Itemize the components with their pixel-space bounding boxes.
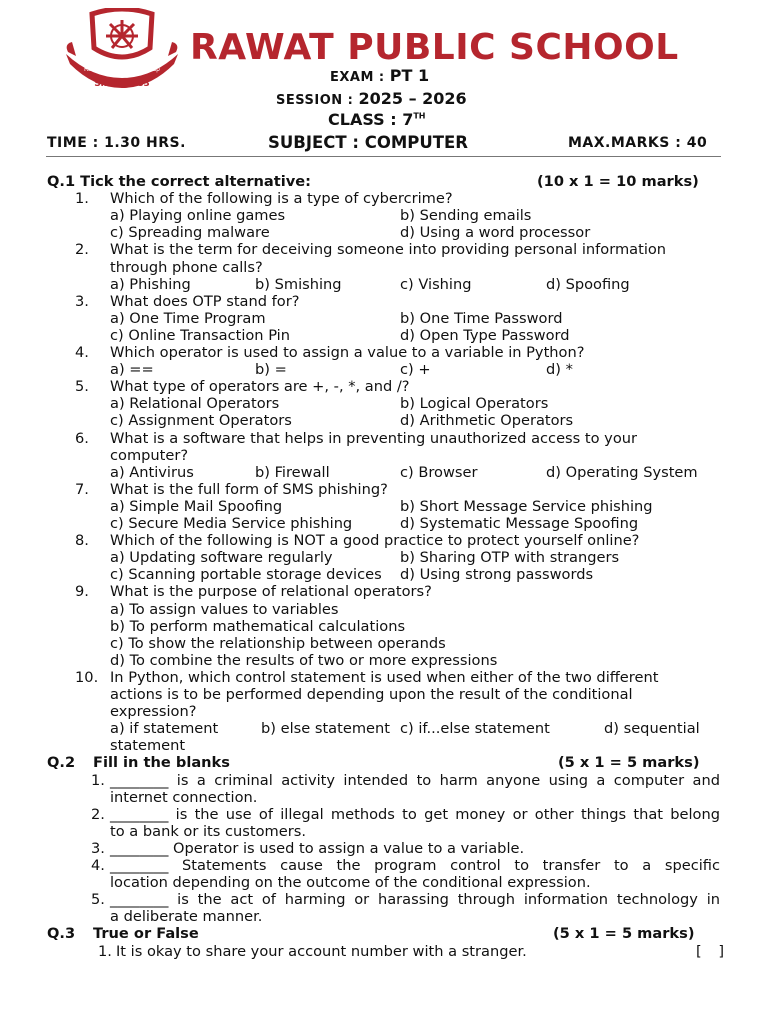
answer-option: c) + [400, 361, 431, 379]
answer-option: d) * [546, 361, 573, 379]
answer-option: c) Secure Media Service phishing [110, 515, 353, 532]
answer-option: b) To perform mathematical calculations [110, 617, 406, 635]
q2-number: Q.2 [47, 754, 76, 772]
answer-option: c) if...else statement [400, 720, 550, 738]
answer-option: a) Antivirus [110, 463, 194, 481]
answer-option: c) Online Transaction Pin [110, 326, 290, 344]
blank-text: ________ is the use of illegal methods to get money or other things that belong [110, 805, 720, 823]
answer-option: b) Logical Operators [400, 395, 549, 413]
blank-text: location depending on the outcome of the conditional expression. [110, 874, 591, 892]
q3-number: Q.3 [47, 925, 76, 943]
question-text: actions is to be performed depending upon the result of the conditional [110, 686, 633, 703]
answer-option: d) sequential [604, 720, 700, 738]
school-name: RAWAT PUBLIC SCHOOL [190, 27, 679, 68]
answer-option: statement [110, 737, 186, 755]
question-text: Which of the following is NOT a good practice to protect yourself online? [110, 532, 640, 550]
blank-text: ________ Operator is used to assign a value to a variable. [110, 839, 525, 857]
question-number: 5. [75, 378, 89, 396]
answer-option: b) Short Message Service phishing [400, 497, 653, 515]
question-text: What is a software that helps in preventing unauthorized access to your [110, 429, 637, 447]
answer-option: c) Vishing [400, 275, 472, 293]
subject-label: SUBJECT : COMPUTER [268, 133, 468, 152]
blank-text: internet connection. [110, 788, 258, 806]
blank-text: ________ is a criminal activity intended to harm anyone using a computer and [110, 771, 720, 789]
q3-marks: (5 x 1 = 5 marks) [553, 925, 695, 943]
answer-option: a) To assign values to variables [110, 600, 339, 618]
question-text: What is the full form of SMS phishing? [110, 480, 388, 498]
answer-option: a) Playing online games [110, 207, 286, 225]
school-logo-icon [62, 8, 182, 90]
session-line [276, 89, 467, 108]
tf-number: 1. [98, 942, 112, 960]
answer-option: b) Sending emails [400, 207, 532, 225]
question-text: computer? [110, 446, 189, 464]
answer-option: d) Operating System [546, 463, 698, 481]
question-number: 3. [75, 292, 89, 310]
answer-option: b) One Time Password [400, 309, 563, 327]
tf-answer-box: [ ] [696, 942, 731, 960]
max-marks-label: MAX.MARKS : 40 [568, 135, 708, 151]
answer-option: c) Browser [400, 463, 478, 481]
answer-option: d) Systematic Message Spoofing [400, 515, 639, 532]
answer-option: a) == [110, 361, 154, 379]
blank-number: 1. [91, 771, 105, 789]
question-number: 6. [75, 429, 89, 447]
blank-number: 3. [91, 839, 105, 857]
q2-title: Fill in the blanks [93, 754, 230, 772]
question-text: What does OTP stand for? [110, 292, 300, 310]
question-text: Which of the following is a type of cybercrime? [110, 190, 453, 208]
answer-option: c) Spreading malware [110, 224, 270, 242]
question-text: expression? [110, 703, 197, 721]
answer-option: d) Using a word processor [400, 224, 591, 242]
blank-text: ________ Statements cause the program control to transfer to a specific [110, 857, 720, 874]
question-number: 4. [75, 344, 89, 361]
q1-marks: (10 x 1 = 10 marks) [537, 173, 699, 190]
header-divider [46, 156, 721, 157]
blank-number: 5. [91, 891, 105, 909]
blank-text: a deliberate manner. [110, 908, 263, 926]
class-label: CLASS : 7 [328, 110, 414, 129]
q1-title: Q.1 Tick the correct alternative: [47, 173, 311, 190]
svg-text:Since 1983: Since 1983 [94, 79, 150, 89]
question-text: What is the term for deceiving someone into providing personal information [110, 241, 667, 259]
answer-option: a) Phishing [110, 275, 191, 293]
svg-text:Rawat Educational Group: Rawat Educational Group [84, 66, 160, 73]
question-number: 10. [75, 668, 99, 686]
blank-number: 2. [91, 805, 105, 823]
answer-option: c) To show the relationship between operands [110, 634, 446, 652]
answer-option: c) Scanning portable storage devices [110, 566, 382, 584]
session-value: 2025 – 2026 [358, 89, 467, 108]
q2-marks: (5 x 1 = 5 marks) [558, 754, 700, 772]
answer-option: d) Open Type Password [400, 326, 570, 344]
q3-title: True or False [93, 925, 199, 943]
question-text: What is the purpose of relational operators? [110, 583, 432, 601]
tf-text: It is okay to share your account number with a stranger. [116, 942, 527, 960]
time-label: TIME : 1.30 HRS. [47, 135, 186, 151]
question-number: 8. [75, 532, 89, 550]
question-text: through phone calls? [110, 258, 263, 276]
exam-value: PT 1 [389, 66, 430, 85]
answer-option: c) Assignment Operators [110, 412, 292, 430]
answer-option: a) if statement [110, 720, 219, 738]
exam-label: EXAM : [330, 70, 385, 85]
question-number: 7. [75, 480, 89, 498]
blank-text: to a bank or its customers. [110, 822, 306, 840]
answer-option: a) Simple Mail Spoofing [110, 497, 283, 515]
class-sup: TH [413, 111, 426, 121]
answer-option: a) One Time Program [110, 309, 266, 327]
blank-number: 4. [91, 857, 105, 874]
answer-option: b) Firewall [255, 463, 330, 481]
question-number: 2. [75, 241, 89, 259]
answer-option: d) Spoofing [546, 275, 630, 293]
answer-option: d) Arithmetic Operators [400, 412, 574, 430]
exam-line [330, 66, 429, 85]
question-number: 1. [75, 190, 89, 208]
question-text: What type of operators are +, -, *, and /? [110, 378, 410, 396]
blank-text: ________ is the act of harming or harassing through information technology in [110, 891, 720, 909]
answer-option: d) To combine the results of two or more expressions [110, 651, 498, 669]
session-label: SESSION : [276, 93, 354, 108]
question-text: In Python, which control statement is used when either of the two different [110, 668, 659, 686]
answer-option: d) Using strong passwords [400, 566, 594, 584]
answer-option: b) Smishing [255, 275, 342, 293]
answer-option: b) else statement [261, 720, 390, 738]
answer-option: a) Relational Operators [110, 395, 280, 413]
question-number: 9. [75, 583, 89, 601]
answer-option: b) Sharing OTP with strangers [400, 549, 620, 567]
answer-option: a) Updating software regularly [110, 549, 333, 567]
answer-option: b) = [255, 361, 287, 379]
class-line [328, 110, 425, 129]
question-text: Which operator is used to assign a value to a variable in Python? [110, 344, 585, 361]
